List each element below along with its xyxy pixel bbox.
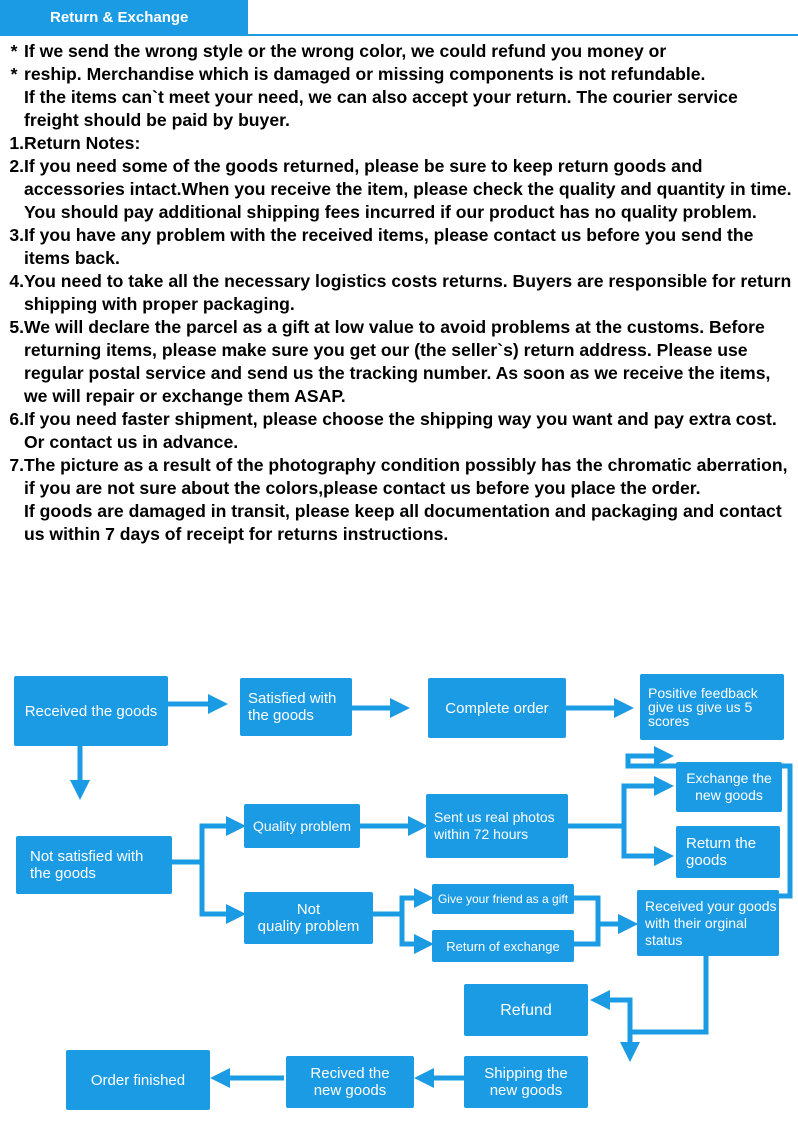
- return-flowchart: [0, 660, 798, 1127]
- arrow-to-quality-problem: [172, 826, 236, 862]
- not-satisfied-box: [16, 836, 172, 894]
- note-marker: 3.: [9, 225, 24, 245]
- return-notes: [4, 40, 796, 546]
- arrow-to-not-quality: [202, 862, 236, 914]
- satisfied-line-1: Satisfied with: [248, 690, 337, 707]
- recived-new-text: [310, 1065, 389, 1099]
- note-6: [4, 408, 796, 454]
- arrow-to-refund: [600, 956, 706, 1032]
- arrow-gift-to-received: [574, 898, 628, 924]
- not-quality-line-1: Not: [296, 901, 321, 918]
- note-marker: 7.: [9, 455, 24, 475]
- return-goods-line-2: goods: [686, 852, 727, 869]
- note-text: If we send the wrong style or the wrong color, we could refund you money or: [24, 41, 667, 61]
- note-text: The picture as a result of the photography condition possibly has the chromatic aberration, if you are not sure about the colors,please contact us before you place the order.: [24, 455, 788, 498]
- satisfied-line-2: the goods: [248, 707, 314, 724]
- note-marker: 5.: [9, 317, 24, 337]
- complete-order-label: Complete order: [445, 699, 549, 717]
- header-bar: [0, 0, 798, 38]
- return-exchange-label: Return of exchange: [446, 938, 560, 954]
- note-marker: 2.: [9, 156, 24, 176]
- exchange-new-box: [676, 762, 782, 812]
- recived-line-1: Recived the: [310, 1065, 390, 1082]
- refund-box: [464, 984, 588, 1036]
- feedback-line-1: Positive feedback: [648, 685, 758, 701]
- note-2: [4, 155, 796, 224]
- note-text: We will declare the parcel as a gift at low value to avoid problems at the customs. Before returning items, please make sure you get our (the seller`s) return address. Please use regular postal service and send us the tracking number. As soon as we receive the items, we will repair or exchange them ASAP.: [24, 317, 771, 406]
- note-text: If goods are damaged in transit, please keep all documentation and packaging and contact us within 7 days of receipt for returns instructions.: [24, 501, 782, 544]
- note-5: [4, 316, 796, 408]
- sent-photos-box: [426, 794, 568, 858]
- not-quality-line-2: quality problem: [257, 918, 360, 935]
- sent-photos-line-2: within 72 hours: [434, 826, 529, 842]
- note-text: If you have any problem with the received items, please contact us before you send the items back.: [24, 225, 754, 268]
- positive-feedback-box: [640, 674, 784, 740]
- complete-order-box: [428, 678, 566, 738]
- arrow-to-return-exchange: [402, 914, 424, 944]
- note-text: If the items can`t meet your need, we can also accept your return. The courier service freight should be paid by buyer.: [24, 87, 738, 130]
- received-your-line-1: Received your goods: [645, 897, 777, 914]
- shipping-new-text: [484, 1065, 567, 1099]
- note-transit: [4, 500, 796, 546]
- sent-photos-line-1: Sent us real photos: [434, 809, 555, 825]
- not-satisfied-text: [30, 848, 143, 882]
- received-goods-label: Received the goods: [24, 702, 158, 720]
- return-goods-box: [676, 826, 780, 878]
- arrow-to-gift: [373, 898, 424, 914]
- arrow-exchange-to-received: [574, 924, 628, 944]
- exchange-new-text: [686, 770, 772, 804]
- note-return-intro: [4, 86, 796, 132]
- note-4: [4, 270, 796, 316]
- shipping-line-2: new goods: [489, 1082, 563, 1099]
- quality-problem-box: [244, 804, 360, 848]
- note-text: reship. Merchandise which is damaged or missing components is not refundable.: [24, 64, 706, 84]
- note-7: [4, 454, 796, 500]
- satisfied-box: [240, 678, 352, 736]
- order-finished-label: Order finished: [90, 1071, 186, 1089]
- note-3: [4, 224, 796, 270]
- not-quality-box: [244, 892, 373, 944]
- shipping-new-box: [464, 1056, 588, 1108]
- positive-feedback-text: [648, 686, 758, 728]
- note-marker: 4.: [9, 271, 24, 291]
- arrow-to-exchange: [568, 786, 664, 826]
- not-satisfied-line-2: the goods: [30, 865, 96, 882]
- note-star-2: [4, 63, 796, 86]
- return-goods-text: [686, 835, 756, 869]
- refund-label: Refund: [500, 1001, 552, 1019]
- not-quality-text: [258, 901, 360, 935]
- recived-new-box: [286, 1056, 414, 1108]
- note-marker: *: [10, 64, 18, 84]
- note-star-1: [4, 40, 796, 63]
- received-your-goods-box: [637, 890, 779, 956]
- note-marker: *: [10, 41, 18, 61]
- header-underline: [248, 34, 798, 36]
- received-your-goods-text: [645, 898, 777, 949]
- feedback-line-3: scores: [648, 713, 690, 729]
- return-goods-line-1: Return the: [686, 835, 757, 852]
- note-marker: 6.: [9, 409, 24, 429]
- return-exchange-box: [432, 930, 574, 962]
- note-text: If you need faster shipment, please choose the shipping way you want and pay extra cost. Or contact us in advance.: [24, 409, 777, 452]
- not-satisfied-line-1: Not satisfied with: [30, 848, 144, 865]
- note-text: If you need some of the goods returned, please be sure to keep return goods and accessories intact.When you receive the item, please check the quality and quantity in time. You should pay additional shipping fees incurred if our product has no quality problem.: [24, 156, 792, 222]
- satisfied-text: [248, 690, 336, 724]
- note-text: You need to take all the necessary logistics costs returns. Buyers are responsible for return shipping with proper packaging.: [24, 271, 792, 314]
- give-friend-label: Give your friend as a gift: [437, 891, 569, 906]
- shipping-line-1: Shipping the: [484, 1065, 568, 1082]
- exchange-line-2: new goods: [695, 787, 763, 803]
- exchange-line-1: Exchange the: [686, 770, 772, 786]
- arrow-to-return-goods: [624, 826, 664, 856]
- order-finished-box: [66, 1050, 210, 1110]
- note-1: [4, 132, 796, 155]
- received-goods-box: [14, 676, 168, 746]
- page-title: Return & Exchange: [0, 0, 248, 36]
- recived-line-2: new goods: [313, 1082, 387, 1099]
- note-marker: 1.: [9, 133, 24, 153]
- note-text: Return Notes:: [24, 133, 141, 153]
- give-friend-box: [432, 884, 574, 914]
- received-your-line-2: with their orginal: [645, 914, 747, 931]
- received-your-line-3: status: [645, 931, 683, 948]
- feedback-line-2: give us give us 5: [648, 699, 753, 715]
- quality-problem-label: Quality problem: [252, 817, 352, 834]
- sent-photos-text: [434, 809, 555, 843]
